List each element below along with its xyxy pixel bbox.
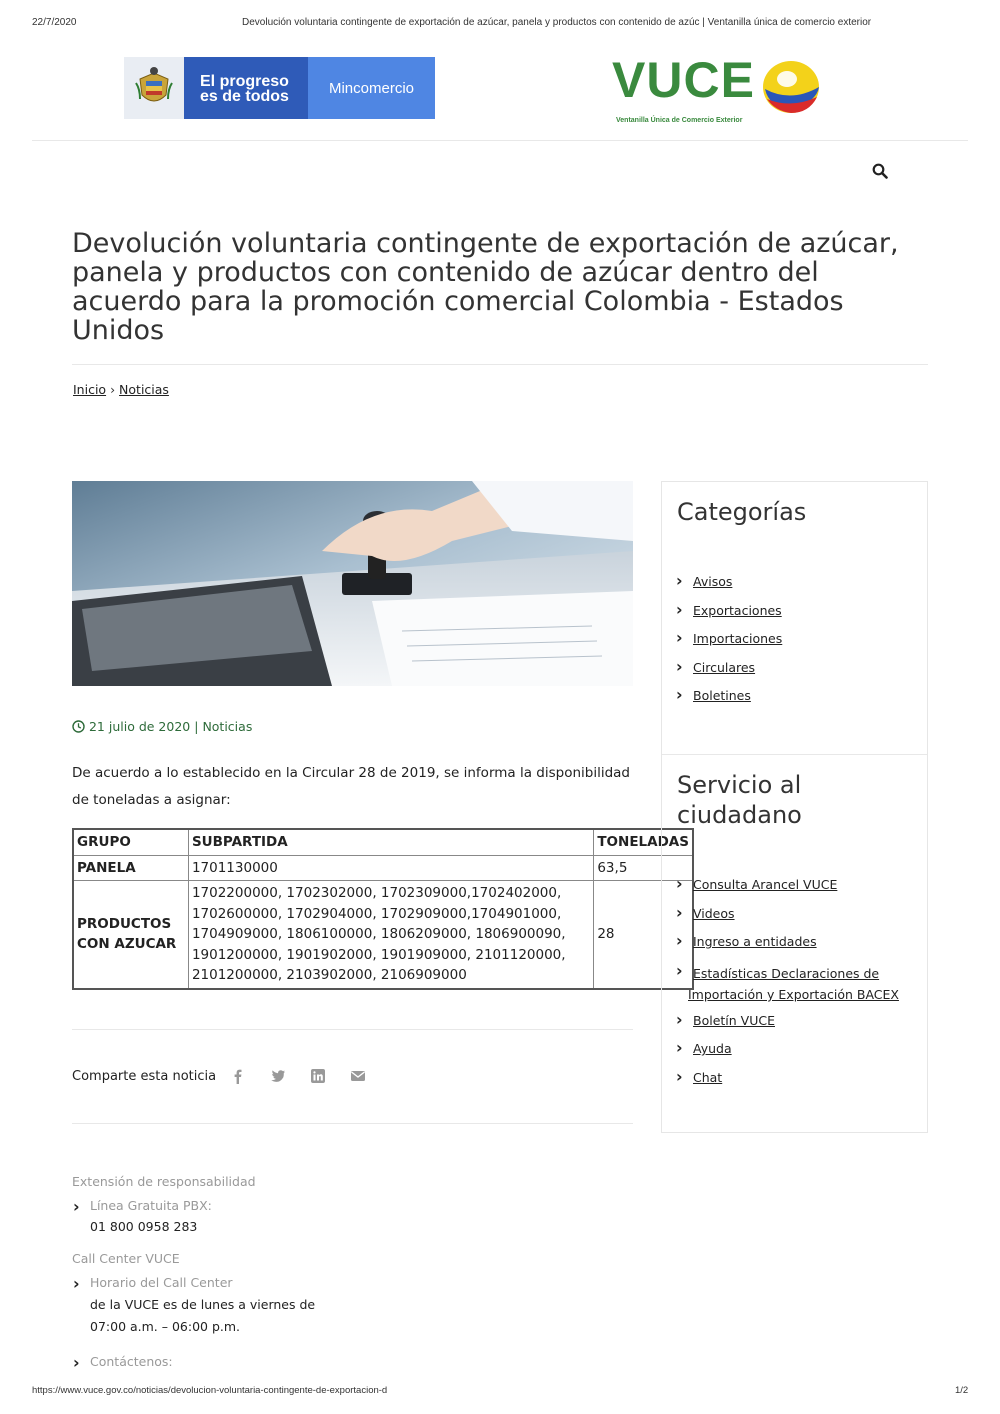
service-title: Servicio al ciudadano [677, 771, 802, 829]
category-link-circulares[interactable]: Circulares [693, 659, 756, 675]
category-item[interactable] [674, 574, 914, 603]
cell-subpartida: 1701130000 [188, 855, 593, 881]
categories-list [674, 574, 914, 717]
service-item[interactable] [674, 1070, 914, 1099]
callcenter-title: Call Center VUCE [72, 1251, 180, 1266]
service-item[interactable] [674, 906, 914, 935]
service-item[interactable] [674, 963, 914, 1013]
slogan-line-1: El progreso [200, 73, 289, 90]
share-label: Comparte esta noticia [72, 1069, 217, 1084]
tonnage-table [72, 828, 694, 990]
print-date: 22/7/2020 [32, 17, 77, 28]
chevron-right-icon: › [73, 1353, 80, 1372]
service-item[interactable] [674, 877, 914, 906]
service-item[interactable] [674, 934, 914, 963]
table-row [73, 855, 693, 881]
header-grupo: GRUPO [73, 829, 188, 855]
service-item[interactable] [674, 1013, 914, 1042]
breadcrumb-separator: › [110, 382, 116, 397]
category-item[interactable] [674, 631, 914, 660]
linkedin-icon[interactable] [310, 1068, 326, 1084]
service-link-arancel[interactable]: Consulta Arancel VUCE [693, 877, 838, 892]
mincomercio-name: Mincomercio [308, 57, 435, 119]
category-item[interactable] [674, 603, 914, 632]
category-item[interactable] [674, 688, 914, 717]
email-icon[interactable] [350, 1068, 366, 1084]
vuce-flag-icon [757, 55, 823, 115]
print-url: https://www.vuce.gov.co/noticias/devolucion-voluntaria-contingente-de-exportacion-d [32, 1385, 388, 1396]
service-link-boletin[interactable]: Boletín VUCE [693, 1012, 775, 1028]
service-item[interactable] [674, 1041, 914, 1070]
vuce-logo[interactable] [612, 52, 832, 124]
header-toneladas: TONELADAS [594, 829, 693, 855]
category-link-boletines[interactable]: Boletines [693, 688, 751, 703]
header-subpartida: SUBPARTIDA [188, 829, 593, 855]
article-hero-image [72, 481, 633, 686]
line-value: 01 800 0958 283 [90, 1219, 198, 1234]
mincomercio-logo[interactable] [124, 57, 435, 119]
table-header-row [73, 829, 693, 855]
cell-grupo: PANELA [73, 855, 188, 881]
contact-label: Contáctenos: [90, 1354, 173, 1369]
hours-line-1: de la VUCE es de lunes a viernes de [90, 1297, 316, 1312]
share-bottom-divider [72, 1123, 633, 1124]
sidebar [661, 481, 928, 1133]
breadcrumb [73, 382, 169, 397]
cell-grupo: PRODUCTOS CON AZUCAR [73, 881, 188, 989]
service-link-ingreso[interactable]: Ingreso a entidades [693, 934, 817, 949]
article-intro: De acuerdo a lo establecido en la Circular 28 de 2019, se informa la disponibilidad de toneladas a asignar: [72, 765, 631, 808]
mincomercio-slogan [184, 57, 308, 119]
article-meta [72, 719, 252, 736]
title-divider [72, 364, 928, 365]
category-link-importaciones[interactable]: Importaciones [693, 631, 783, 646]
search-icon[interactable] [872, 163, 888, 183]
page-title: Devolución voluntaria contingente de exportación de azúcar, panela y productos con contenido de azúcar dentro del acuerdo para la promoción comercial Colombia - Estados Unidos [72, 228, 899, 346]
colombia-shield-icon [124, 57, 184, 119]
line-label: Línea Gratuita PBX: [90, 1198, 212, 1213]
breadcrumb-section-link[interactable]: Noticias [119, 382, 169, 397]
cell-toneladas: 63,5 [594, 855, 693, 881]
table-row [73, 881, 693, 989]
category-link-avisos[interactable]: Avisos [693, 574, 733, 589]
sidebar-divider [662, 754, 927, 755]
service-list [674, 877, 914, 1098]
twitter-icon[interactable] [270, 1068, 286, 1084]
chevron-right-icon: › [73, 1274, 80, 1293]
category-item[interactable] [674, 660, 914, 689]
cell-subpartida: 1702200000, 1702302000, 1702309000,1702402000, 1702600000, 1702904000, 1702909000,1704901000, 1704909000, 1806100000, 1806209000, 1806900090, 1901200000, 1901902000, 1901909000, 2101120000, 2101200000, 2103902000, 2106909000 [188, 881, 593, 989]
share-top-divider [72, 1029, 633, 1030]
breadcrumb-home-link[interactable]: Inicio [73, 382, 107, 397]
clock-icon [72, 720, 85, 736]
slogan-line-2: es de todos [200, 88, 289, 105]
vuce-wordmark: VUCE [612, 52, 755, 108]
print-title: Devolución voluntaria contingente de exportación de azúcar, panela y productos con contenido de azúc | Ventanilla única de comercio exterior [242, 17, 872, 28]
service-link-chat[interactable]: Chat [693, 1069, 723, 1085]
categories-title: Categorías [677, 498, 807, 526]
hours-line-2: 07:00 a.m. – 06:00 p.m. [90, 1319, 241, 1334]
share-icons [230, 1068, 366, 1084]
chevron-right-icon: › [73, 1197, 80, 1216]
service-link-bacex[interactable]: Estadísticas Declaraciones de Importación y Exportación BACEX [688, 965, 899, 1002]
disclaimer-link[interactable]: Extensión de responsabilidad [72, 1174, 256, 1189]
article-date: 21 julio de 2020 [88, 719, 191, 734]
header-divider [32, 140, 968, 141]
vuce-subtitle: Ventanilla Única de Comercio Exterior [616, 117, 743, 124]
facebook-icon[interactable] [230, 1068, 246, 1084]
article-category-link[interactable]: Noticias [202, 719, 253, 734]
cell-toneladas: 28 [594, 881, 693, 989]
meta-separator: | [194, 719, 199, 734]
service-link-ayuda[interactable]: Ayuda [693, 1041, 732, 1056]
service-link-videos[interactable]: Videos [693, 905, 735, 921]
category-link-exportaciones[interactable]: Exportaciones [693, 602, 782, 618]
print-page: 1/2 [955, 1385, 969, 1396]
hours-label: Horario del Call Center [90, 1275, 233, 1290]
